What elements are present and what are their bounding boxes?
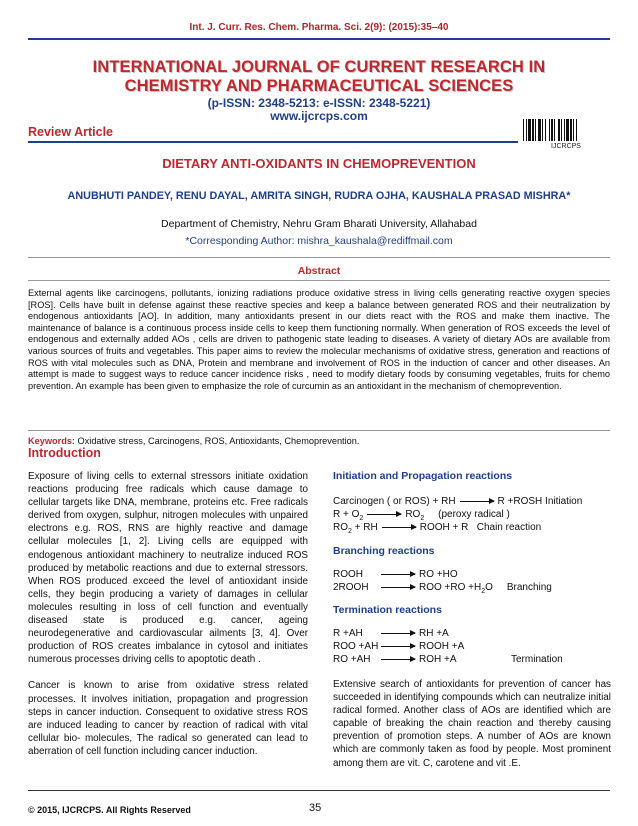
- arrow-icon: [381, 659, 415, 660]
- arrow-icon: [381, 587, 415, 588]
- branching-2-left: 2ROOH: [333, 582, 369, 593]
- reaction-1-right: R +ROSH Initiation: [497, 496, 583, 507]
- abstract-text: External agents like carcinogens, pollutants, ionizing radiations produce oxidative stress in living cells generating reactive oxygen species [ROS]. Cells have built in defense against these reactive species and keep a balance between generated ROS and their neutralization by endogenous antioxidants [AO]. In addition, many antioxidants present in our diets react with the ROS and make them inactive. The maintenance of balance is a continuous process inside cells to keep them functioning normally. When generation of ROS exceeds the level of endogenous and externally added AOs , cells are driven to pathogenic state leading to diseases. A variety of dietary AOs are available from various sources of fruits and vegetables. This paper aims to review the molecular mechanisms of oxidative stress, generation and reactions of ROS with vital molecules such as DNA, Protein and membrane and involvement of ROS in the induction of cancer and other diseases. An attempt is made to suggest ways to reduce cancer incidence risks , need to modify dietary foods by consuming vegetables, fruits for chemo prevention. An example has been given to emphasize the role of curcumin as an antioxidant in the mechanism of chemoprevention.: [28, 288, 610, 391]
- initiation-heading: Initiation and Propagation reactions: [333, 470, 513, 482]
- subscript: 2: [420, 515, 425, 522]
- barcode-image: [523, 119, 609, 141]
- arrow-icon: [381, 633, 415, 634]
- reaction-2: [333, 509, 510, 522]
- page-number: 35: [309, 802, 322, 814]
- article-type: Review Article: [28, 125, 113, 139]
- termination-1-left: R +AH: [333, 628, 363, 639]
- termination-3-note: Termination: [511, 654, 563, 665]
- journal-website-link[interactable]: www.ijcrcps.com: [270, 109, 368, 123]
- keywords: [28, 436, 610, 446]
- branching-1-right: RO +HO: [419, 569, 458, 580]
- abstract-mid-rule: [28, 280, 610, 281]
- reaction-2-note: (peroxy radical ): [438, 509, 510, 520]
- affiliation: Department of Chemistry, Nehru Gram Bharati University, Allahabad: [161, 218, 477, 230]
- abstract-bottom-rule: [28, 430, 610, 431]
- journal-title: [0, 58, 638, 96]
- intro-paragraph-2: Cancer is known to arise from oxidative stress related processes. It involves initiation, propagation and progression steps in cancer induction. Consequent to oxidative stress ROS are induced leading to cancer by reaction of radical with vital cellular bio- molecules, The radical so generated can lead to aberration of cell function including cancer induction.: [28, 680, 308, 757]
- paper-title: DIETARY ANTI-OXIDANTS IN CHEMOPREVENTION: [162, 156, 476, 171]
- arrow-icon: [381, 646, 415, 647]
- termination-3: [333, 654, 563, 665]
- journal-title-line2: CHEMISTRY AND PHARMACEUTICAL SCIENCES: [124, 77, 514, 95]
- header-rule: [28, 38, 610, 40]
- keywords-text: Oxidative stress, Carcinogens, ROS, Antioxidants, Chemoprevention.: [74, 436, 360, 446]
- arrow-icon: [382, 527, 416, 528]
- subscript: 2: [348, 528, 352, 535]
- abstract-top-rule: [28, 257, 610, 258]
- branching-2-right-b: O: [485, 582, 493, 593]
- subscript: 2: [359, 515, 364, 522]
- footer-rule: [28, 790, 610, 791]
- termination-2-right: ROOH +A: [419, 641, 465, 652]
- barcode-label: IJCRCPS: [551, 143, 581, 150]
- intro-paragraph-1: Exposure of living cells to external stressors initiate oxidation reactions producing free radicals which cause damage to cellular targets like DNA, membrane, proteins etc. Free radicals derived from oxygen, sulphur, nitrogen molecules with unpaired electrons e.g. ROS, RNS are highly reactive and damage cellular molecules [1, 2]. Living cells are equipped with endogenous antioxidant machinery to neutralize induced ROS produced by metabolic reactions and due to external stressors. When ROS produced exceed the level of antioxidant inside cells, they begin producing a variety of damages in cellular molecules resulting in loss of cell function and eventually diseased state is produced e.g. cancer, ageing neurodegenerative and cardiovascular ailments [3, 4]. Over production of ROS creates imbalance in cytosol and initiates numerous processes driving cells to apoptotic death .: [28, 471, 308, 666]
- termination-1: [333, 628, 449, 639]
- arrow-icon: [367, 514, 401, 515]
- arrow-icon: [460, 501, 494, 502]
- footer-copyright: © 2015, IJCRCPS. All Rights Reserved: [28, 805, 191, 815]
- corresponding-author: *Corresponding Author: mishra_kaushala@rediffmail.com: [185, 235, 453, 247]
- reaction-3-note: Chain reaction: [476, 522, 542, 533]
- subscript: 2: [481, 588, 486, 595]
- reaction-1: [333, 496, 582, 507]
- branching-heading: Branching reactions: [333, 545, 435, 557]
- reaction-3-left: RO: [333, 522, 348, 533]
- running-head: Int. J. Curr. Res. Chem. Pharma. Sci. 2(9): (2015):35–40: [189, 22, 449, 33]
- introduction-heading: Introduction: [28, 446, 101, 460]
- branching-2-note: Branching: [506, 582, 552, 593]
- termination-2: [333, 641, 464, 652]
- arrow-icon: [381, 574, 415, 575]
- branching-2: [333, 582, 552, 595]
- branching-1: [333, 569, 458, 580]
- termination-heading: Termination reactions: [333, 604, 442, 616]
- abstract-heading: Abstract: [297, 265, 341, 277]
- reaction-3: [333, 522, 541, 535]
- reaction-2-left: R + O: [333, 509, 360, 520]
- right-paragraph: Extensive search of antioxidants for prevention of cancer has succeeded in identifying compounds which can neutralize initial radical formed. Another class of AOs are identified which are capable of breaking the chain reaction and thereby causing prevention of promotion steps. A number of AOs are known which are commonly taken as food by people. Most prominent among them are vit. C, carotene and vit .E.: [333, 679, 611, 769]
- issn: (p-ISSN: 2348-5213: e-ISSN: 2348-5221): [207, 96, 431, 110]
- branching-2-right: ROO +RO +H: [419, 582, 482, 593]
- review-rule: [28, 141, 518, 143]
- reaction-1-left: Carcinogen ( or ROS) + RH: [333, 496, 456, 507]
- keywords-label: Keywords:: [28, 436, 75, 446]
- termination-2-left: ROO +AH: [333, 641, 379, 652]
- left-column: [28, 470, 308, 758]
- reaction-3-right: ROOH + R: [419, 522, 469, 533]
- journal-title-line1: INTERNATIONAL JOURNAL OF CURRENT RESEARCH IN: [92, 58, 546, 76]
- authors: ANUBHUTI PANDEY, RENU DAYAL, AMRITA SINGH, RUDRA OJHA, KAUSHALA PRASAD MISHRA*: [67, 190, 571, 202]
- termination-3-left: RO +AH: [333, 654, 371, 665]
- branching-1-left: ROOH: [333, 569, 363, 580]
- termination-3-right: ROH +A: [419, 654, 457, 665]
- reaction-2-right: RO: [405, 509, 421, 520]
- termination-1-right: RH +A: [419, 628, 449, 639]
- reaction-3-left-b: + RH: [351, 522, 378, 533]
